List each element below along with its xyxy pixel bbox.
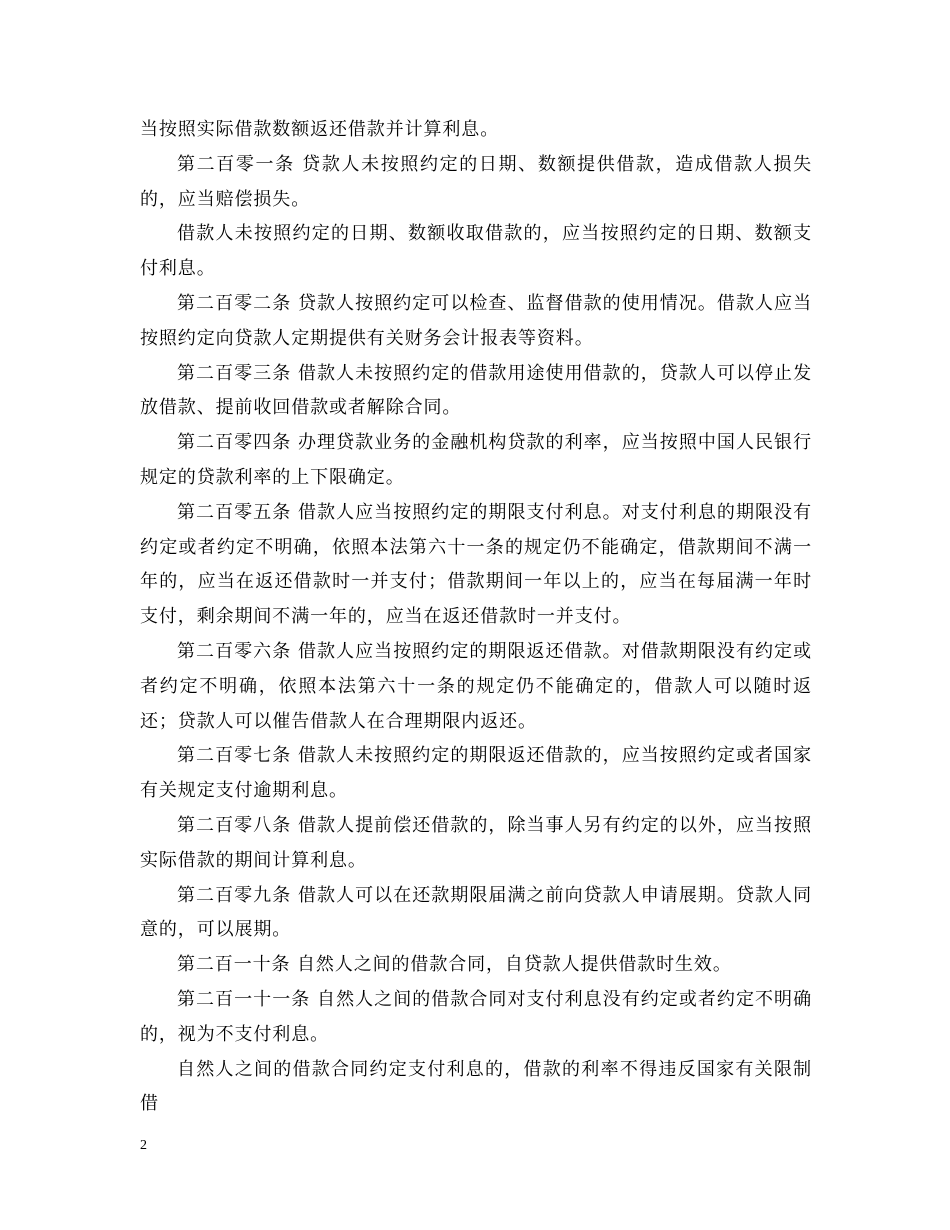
paragraph: 第二百零三条 借款人未按照约定的借款用途使用借款的，贷款人可以停止发放借款、提前收回借款或者解除合同。	[140, 362, 812, 419]
paragraph: 第二百零四条 办理贷款业务的金融机构贷款的利率，应当按照中国人民银行规定的贷款利率的上下限确定。	[140, 432, 812, 488]
paragraph: 自然人之间的借款合同约定支付利息的，借款的利率不得违反国家有关限制借	[140, 1058, 812, 1115]
paragraph: 第二百零六条 借款人应当按照约定的期限返还借款。对借款期限没有约定或者约定不明确，依照本法第六十一条的规定仍不能确定的，借款人可以随时返还；贷款人可以催告借款人在合理期限内返还。	[140, 640, 812, 732]
page-number: 2	[140, 1138, 147, 1153]
paragraph: 当按照实际借款数额返还借款并计算利息。	[140, 119, 500, 140]
paragraph: 第二百零七条 借款人未按照约定的期限返还借款的，应当按照约定或者国家有关规定支付逾期利息。	[140, 745, 812, 802]
paragraph: 第二百一十条 自然人之间的借款合同，自贷款人提供借款时生效。	[177, 954, 732, 976]
paragraph: 第二百零八条 借款人提前偿还借款的，除当事人另有约定的以外，应当按照实际借款的期间计算利息。	[140, 814, 812, 871]
paragraph: 第二百零一条 贷款人未按照约定的日期、数额提供借款，造成借款人损失的，应当赔偿损失。	[140, 153, 812, 210]
paragraph: 第二百一十一条 自然人之间的借款合同对支付利息没有约定或者约定不明确的，视为不支付利息。	[140, 988, 812, 1045]
paragraph: 第二百零二条 贷款人按照约定可以检查、监督借款的使用情况。借款人应当按照约定向贷款人定期提供有关财务会计报表等资料。	[140, 292, 812, 349]
paragraph: 第二百零五条 借款人应当按照约定的期限支付利息。对支付利息的期限没有约定或者约定不明确，依照本法第六十一条的规定仍不能确定，借款期间不满一年的，应当在返还借款时一并支付；借款期间一年以上的，应当在每届满一年时支付，剩余期间不满一年的，应当在返还借款时一并支付。	[140, 501, 812, 628]
document-body	[140, 113, 812, 1122]
paragraph: 第二百零九条 借款人可以在还款期限届满之前向贷款人申请展期。贷款人同意的，可以展期。	[140, 884, 812, 941]
paragraph: 借款人未按照约定的日期、数额收取借款的，应当按照约定的日期、数额支付利息。	[140, 223, 812, 280]
